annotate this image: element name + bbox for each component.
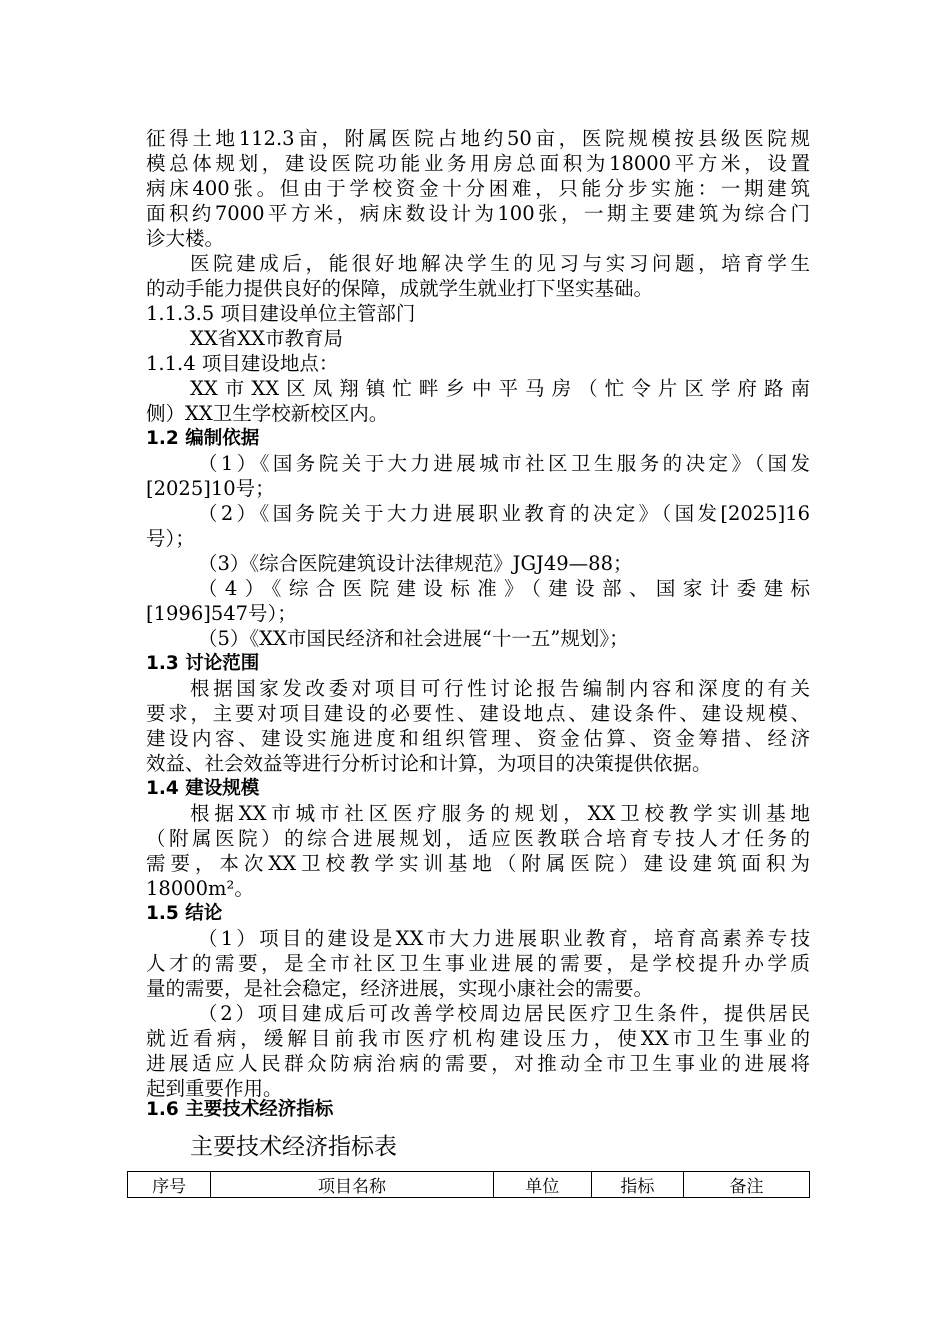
paragraph-line: 18000m²。 [146,877,254,900]
paragraph-line: （附属医院）的综合进展规划，适应医教联合培育专技人才任务的 [146,827,810,850]
paragraph-line: （1）项目的建设是XX市大力进展职业教育，培育高素养专技 [198,927,810,950]
paragraph-line: 量的需要，是社会稳定，经济进展，实现小康社会的需要。 [146,977,654,1000]
paragraph-line: 效益、社会效益等进行分析讨论和计算，为项目的决策提供依据。 [146,752,712,775]
table-title: 主要技术经济指标表 [190,1134,397,1160]
paragraph-line: 建设内容、建设实施进度和组织管理、资金估算、资金筹措、经济 [146,727,810,750]
column-header-indicator: 指标 [591,1172,683,1198]
paragraph-line: 诊大楼。 [146,227,225,250]
paragraph-line: 就近看病，缓解目前我市医疗机构建设压力，使XX市卫生事业的 [146,1027,810,1050]
section-heading: 1.4 建设规模 [146,778,260,799]
list-item: （4）《综合医院建设标准》（建设部、国家计委建标 [198,577,810,600]
paragraph-line: 侧）XX卫生学校新校区内。 [146,402,389,425]
list-item: （2）《国务院关于大力进展职业教育的决定》（国发[2025]16 [198,502,810,525]
column-header-remark: 备注 [684,1172,810,1198]
column-header-item-name: 项目名称 [211,1172,493,1198]
kpi-table [127,1171,810,1198]
paragraph-line: 医院建成后，能很好地解决学生的见习与实习问题，培育学生 [190,252,810,275]
table-header-row [128,1172,810,1198]
paragraph-line: 征得土地112.3亩，附属医院占地约50亩，医院规模按县级医院规 [146,127,810,150]
paragraph-line: 根据国家发改委对项目可行性讨论报告编制内容和深度的有关 [190,677,810,700]
paragraph-line: 需要，本次XX卫校教学实训基地（附属医院）建设建筑面积为 [146,852,810,875]
paragraph-line: XX市XX区凤翔镇忙畔乡中平马房（忙令片区学府路南 [190,377,810,400]
list-item: （1）《国务院关于大力进展城市社区卫生服务的决定》（国发 [198,452,810,475]
section-heading: 1.5 结论 [146,903,223,924]
paragraph-line: 模总体规划，建设医院功能业务用房总面积为18000平方米，设置 [146,152,810,175]
section-heading: 1.3 讨论范围 [146,653,260,674]
paragraph-line: 人才的需要，是全市社区卫生事业进展的需要，是学校提升办学质 [146,952,810,975]
paragraph-line: 根据XX市城市社区医疗服务的规划，XX卫校教学实训基地 [190,802,810,825]
list-item: （5）《XX市国民经济和社会进展“十一五”规划》； [198,627,629,650]
section-heading: 1.6 主要技术经济指标 [146,1099,334,1120]
list-item: （3）《综合医院建筑设计法律规范》JGJ49—88； [198,552,633,575]
paragraph-line: 要求，主要对项目建设的必要性、建设地点、建设条件、建设规模、 [146,702,810,725]
paragraph-line: （2）项目建成后可改善学校周边居民医疗卫生条件，提供居民 [198,1002,810,1025]
section-heading: 1.2 编制依据 [146,428,260,449]
list-item: [1996]547号）； [146,602,297,625]
paragraph-line: 起到重要作用。 [146,1077,283,1100]
subsection-heading: 1.1.4 项目建设地点： [146,352,339,375]
subsection-heading: 1.1.3.5 项目建设单位主管部门 [146,302,416,325]
paragraph-line: 进展适应人民群众防病治病的需要，对推动全市卫生事业的进展将 [146,1052,810,1075]
list-item: 号）； [146,527,195,550]
paragraph-line: 面积约7000平方米，病床数设计为100张，一期主要建筑为综合门 [146,202,810,225]
list-item: [2025]10号； [146,477,275,500]
column-header-unit: 单位 [493,1172,591,1198]
paragraph-line: XX省XX市教育局 [190,327,344,350]
column-header-index: 序号 [128,1172,211,1198]
paragraph-line: 的动手能力提供良好的保障，成就学生就业打下坚实基础。 [146,277,654,300]
paragraph-line: 病床400张。但由于学校资金十分困难，只能分步实施：一期建筑 [146,177,810,200]
